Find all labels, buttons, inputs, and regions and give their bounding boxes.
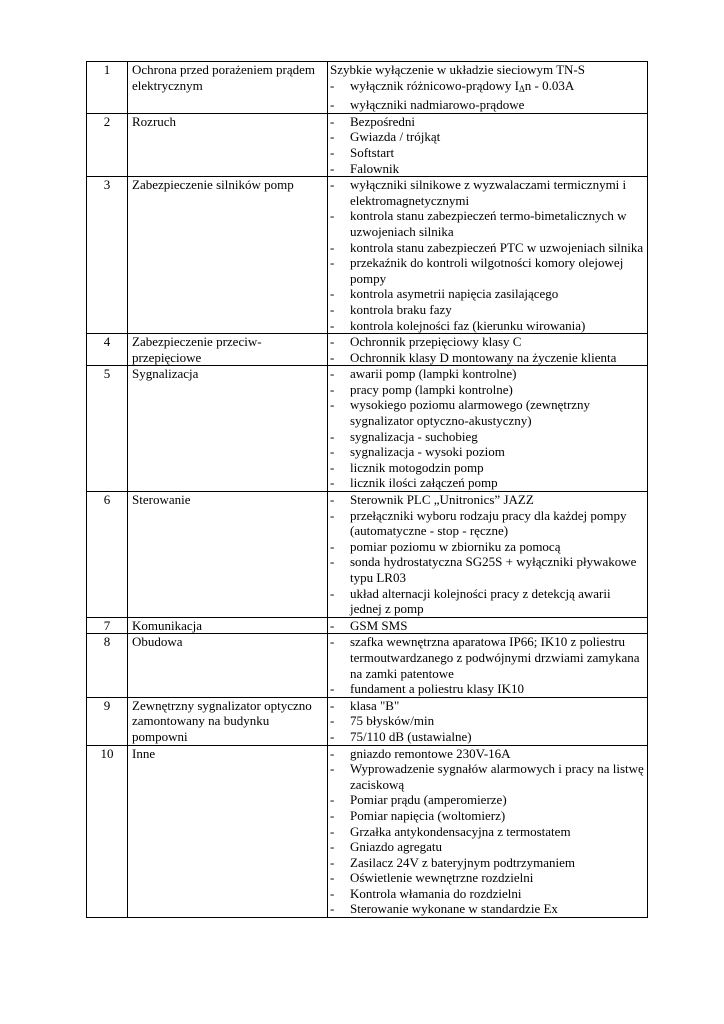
item-name: Komunikacja [128,617,328,634]
table-row [87,492,648,618]
dash-bullet: - [330,538,335,554]
spec-list-item [330,761,645,792]
document-page [86,61,647,918]
spec-list-item [330,698,645,714]
dash-bullet: - [330,634,335,650]
dash-bullet: - [330,444,335,460]
spec-text: układ alternacji kolejności pracy z detekcją awarii jednej z pomp [350,585,611,617]
item-name: Sygnalizacja [128,366,328,492]
spec-text: licznik motogodzin pomp [350,459,484,475]
spec-text: Gniazdo agregatu [350,839,443,855]
item-name: Zabezpieczenie przeciw-przepięciowe [128,334,328,366]
spec-list-item [330,586,645,617]
dash-bullet: - [330,617,335,633]
spec-text: pomiar poziomu w zbiorniku za pomocą [350,538,561,554]
spec-list-item [330,145,645,161]
spec-text: sonda hydrostatyczna SG25S + wyłączniki pływakowe typu LR03 [350,554,637,585]
dash-bullet: - [330,366,335,382]
spec-text: Ochronnik klasy D montowany na życzenie klienta [350,349,617,365]
dash-bullet: - [330,475,335,491]
spec-text: fundament a poliestru klasy IK10 [350,681,525,697]
dash-bullet: - [330,77,335,93]
row-number: 5 [87,366,128,492]
spec-text: gniazdo remontowe 230V-16A [350,745,511,761]
spec-list-item [330,350,645,366]
dash-bullet: - [330,713,335,729]
item-name: Obudowa [128,634,328,697]
spec-list-item [330,208,645,239]
spec-list-item [330,729,645,745]
dash-bullet: - [330,823,335,839]
dash-bullet: - [330,113,335,129]
spec-list-item [330,114,645,130]
row-number: 6 [87,492,128,618]
table-row [87,366,648,492]
item-name: Zewnętrzny sygnalizator optyczno zamontowany na budynku pompowni [128,697,328,745]
spec-list-item [330,634,645,681]
spec-text: Oświetlenie wewnętrzne rozdzielni [350,870,534,886]
spec-list-item [330,397,645,428]
dash-bullet: - [330,507,335,523]
dash-bullet: - [330,397,335,413]
spec-list-item [330,886,645,902]
spec-list-item [330,808,645,824]
row-number: 2 [87,113,128,176]
row-number: 7 [87,617,128,634]
item-specification [328,634,648,697]
item-specification [328,177,648,334]
table-row [87,697,648,745]
dash-bullet: - [330,144,335,160]
spec-text: Bezpośredni [350,113,415,129]
dash-bullet: - [330,854,335,870]
spec-text: Grzałka antykondensacyjna z termostatem [350,823,571,839]
spec-text: Ochronnik przepięciowy klasy C [350,334,522,350]
spec-text: Sterownik PLC „Unitronics” JAZZ [350,492,534,508]
spec-text: wyłącznik różnicowo-prądowy $I_\Delta n - 0.03A$ [350,77,575,94]
dash-bullet: - [330,728,335,744]
row-number: 4 [87,334,128,366]
dash-bullet: - [330,492,335,508]
dash-bullet: - [330,585,335,601]
spec-text: GSM SMS [350,617,408,633]
item-name: Ochrona przed porażeniem prądem elektrycznym [128,62,328,114]
dash-bullet: - [330,208,335,224]
item-specification [328,617,648,634]
spec-list-item [330,177,645,208]
table-row [87,745,648,918]
spec-list-item [330,97,645,113]
table-row [87,113,648,176]
dash-bullet: - [330,807,335,823]
spec-list-item [330,792,645,808]
spec-text: Pomiar napięcia (woltomierz) [350,807,506,823]
spec-text: Pomiar prądu (amperomierze) [350,792,507,808]
spec-text: 75/110 dB (ustawialne) [350,728,472,744]
dash-bullet: - [330,745,335,761]
spec-text: sygnalizacja - wysoki poziom [350,444,505,460]
table-row [87,177,648,334]
item-specification [328,62,648,114]
spec-text: Sterowanie wykonane w standardzie Ex [350,901,558,917]
spec-text: wysokiego poziomu alarmowego (zewnętrzny sygnalizator optyczno-akustyczny) [350,397,591,429]
spec-text: Zasilacz 24V z bateryjnym podtrzymaniem [350,854,576,870]
table-row [87,617,648,634]
dash-bullet: - [330,381,335,397]
spec-text: pracy pomp (lampki kontrolne) [350,381,513,397]
dash-bullet: - [330,792,335,808]
dash-bullet: - [330,697,335,713]
spec-list-item [330,460,645,476]
spec-list-item [330,240,645,256]
spec-list-item [330,618,645,634]
item-name: Zabezpieczenie silników pomp [128,177,328,334]
dash-bullet: - [330,349,335,365]
spec-list-item [330,286,645,302]
dash-bullet: - [330,681,335,697]
spec-list-item [330,382,645,398]
spec-text: Wyprowadzenie sygnałów alarmowych i pracy na listwę zaciskową [350,761,644,792]
dash-bullet: - [330,129,335,145]
spec-text: wyłączniki nadmiarowo-prądowe [350,97,525,113]
spec-list-item [330,746,645,762]
item-specification [328,745,648,918]
table-row [87,334,648,366]
spec-list-item [330,475,645,491]
dash-bullet: - [330,160,335,176]
dash-bullet: - [330,177,335,193]
spec-list-item [330,713,645,729]
row-number: 1 [87,62,128,114]
dash-bullet: - [330,839,335,855]
spec-list-item [330,539,645,555]
item-specification [328,492,648,618]
dash-bullet: - [330,459,335,475]
dash-bullet: - [330,239,335,255]
item-specification [328,334,648,366]
item-name: Rozruch [128,113,328,176]
spec-text: klasa "B" [350,697,400,713]
spec-text: kontrola stanu zabezpieczeń termo-bimetalicznych w uzwojeniach silnika [350,208,627,239]
item-specification [328,113,648,176]
dash-bullet: - [330,901,335,917]
item-specification [328,697,648,745]
dash-bullet: - [330,286,335,302]
dash-bullet: - [330,885,335,901]
spec-list-item [330,366,645,382]
spec-list-item [330,855,645,871]
spec-text: 75 błysków/min [350,713,435,729]
spec-list-item [330,78,645,98]
spec-list-item [330,901,645,917]
row-number: 3 [87,177,128,334]
dash-bullet: - [330,255,335,271]
dash-bullet: - [330,317,335,333]
spec-text: Gwiazda / trójkąt [350,129,441,145]
spec-list-item [330,255,645,286]
row-number: 9 [87,697,128,745]
spec-list-item [330,444,645,460]
spec-list-item [330,129,645,145]
dash-bullet: - [330,870,335,886]
spec-list-item [330,318,645,334]
spec-text: kontrola kolejności faz (kierunku wirowania) [350,317,586,333]
table-row [87,634,648,697]
spec-list-item [330,161,645,177]
dash-bullet: - [330,761,335,777]
dash-bullet: - [330,554,335,570]
dash-bullet: - [330,97,335,113]
spec-text: przełączniki wyboru rodzaju pracy dla każdej pompy (automatyczne - stop - ręczne) [350,507,627,539]
spec-text: licznik ilości załączeń pomp [350,475,498,491]
spec-list-item [330,508,645,539]
spec-text: kontrola asymetrii napięcia zasilającego [350,286,559,302]
spec-text: Softstart [350,144,395,160]
row-number: 10 [87,745,128,918]
spec-text: kontrola stanu zabezpieczeń PTC w uzwojeniach silnika [350,239,644,255]
spec-list-item [330,824,645,840]
table-body [87,62,648,918]
spec-list-item [330,870,645,886]
spec-list-item [330,839,645,855]
spec-list-item [330,492,645,508]
spec-list-item [330,429,645,445]
row-number: 8 [87,634,128,697]
item-name: Inne [128,745,328,918]
spec-text: szafka wewnętrzna aparatowa IP66; IK10 z poliestru termoutwardzanego z podwójnymi drzwiami zamykana na zamki patentowe [350,634,640,681]
spec-text: przekaźnik do kontroli wilgotności komory olejowej pompy [350,255,624,286]
item-specification [328,366,648,492]
spec-text: Falownik [350,160,400,176]
spec-text: Kontrola włamania do rozdzielni [350,885,522,901]
dash-bullet: - [330,334,335,350]
spec-list-item [330,554,645,585]
dash-bullet: - [330,301,335,317]
specification-table [86,61,648,918]
spec-text: wyłączniki silnikowe z wyzwalaczami termicznymi i elektromagnetycznymi [350,177,627,208]
spec-list-item [330,681,645,697]
dash-bullet: - [330,428,335,444]
spec-text: awarii pomp (lampki kontrolne) [350,366,517,382]
spec-text: kontrola braku fazy [350,301,452,317]
specification-intro: Szybkie wyłączenie w układzie sieciowym TN-S [330,62,585,77]
item-name: Sterowanie [128,492,328,618]
spec-list-item [330,302,645,318]
table-row [87,62,648,114]
spec-text: sygnalizacja - suchobieg [350,428,478,444]
spec-list-item [330,334,645,350]
